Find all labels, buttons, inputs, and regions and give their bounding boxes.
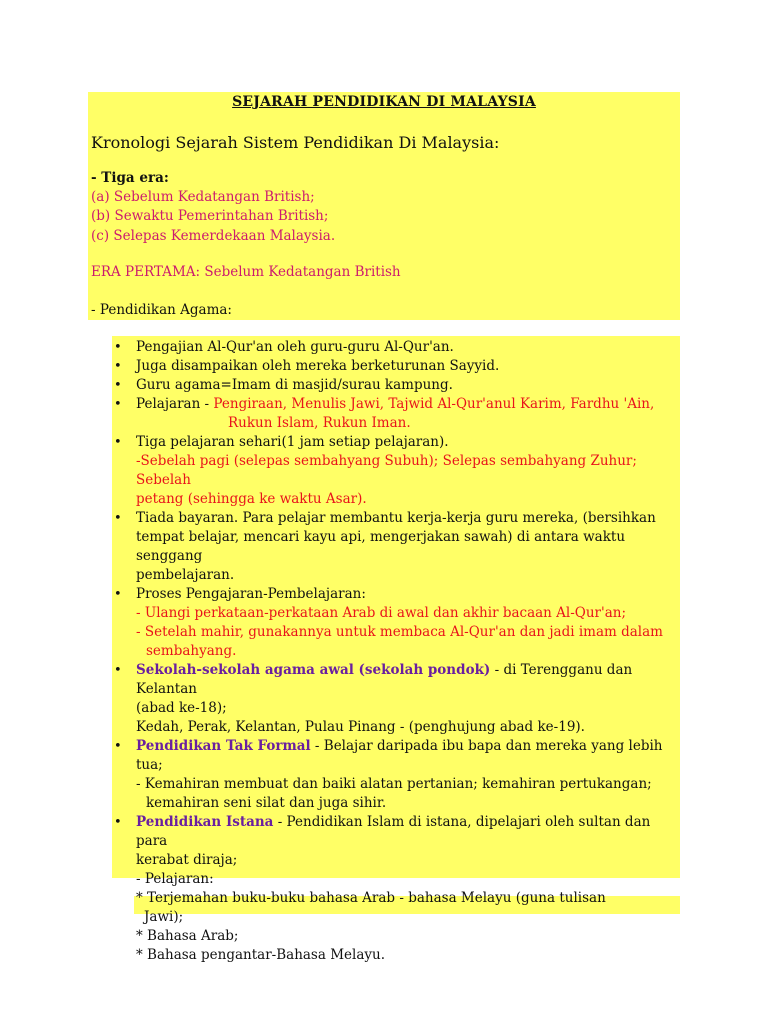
page-title: SEJARAH PENDIDIKAN DI MALAYSIA [232, 94, 536, 110]
bullet-icon: • [114, 511, 122, 526]
list-item [112, 661, 678, 737]
era-pertama-heading: ERA PERTAMA: Sebelum Kedatangan British [91, 264, 401, 280]
item-text: - Pendidikan Islam di istana, dipelajari oleh sultan dan para [136, 814, 651, 849]
item-text-red: - Ulangi perkataan-perkataan Arab di awal dan akhir bacaan Al-Qur'an; [136, 605, 626, 621]
list-item [112, 433, 678, 509]
item-text: - Pelajaran: [136, 871, 214, 887]
item-heading-purple: Sekolah-sekolah agama awal (sekolah pondok) [136, 662, 491, 678]
item-text: kerabat diraja; [136, 852, 238, 868]
bullet-icon: • [114, 815, 122, 830]
item-text: Tiga pelajaran sehari(1 jam setiap pelajaran). [136, 434, 449, 450]
item-text-red: -Sebelah pagi (selepas sembahyang Subuh); Selepas sembahyang Zuhur; Sebelah [136, 453, 637, 488]
item-text-red: Pengiraan, Menulis Jawi, Tajwid Al-Qur'anul Karim, Fardhu 'Ain, [213, 396, 655, 412]
item-text: kemahiran seni silat dan juga sihir. [146, 795, 387, 811]
highlight-block-top [88, 92, 680, 320]
item-text: - Belajar daripada ibu bapa dan mereka yang lebih tua; [136, 738, 663, 773]
item-heading-purple: Pendidikan Istana [136, 814, 274, 830]
item-text-red: - Setelah mahir, gunakannya untuk membaca Al-Qur'an dan jadi imam dalam [136, 624, 663, 640]
item-text: - di Terengganu dan Kelantan [136, 662, 633, 697]
item-text-red: Rukun Islam, Rukun Iman. [228, 415, 411, 431]
item-text: Pengajian Al-Qur'an oleh guru-guru Al-Qur'an. [136, 339, 454, 355]
subtitle: Kronologi Sejarah Sistem Pendidikan Di Malaysia: [91, 133, 500, 152]
bullet-icon: • [114, 397, 122, 412]
bullet-list [112, 338, 678, 965]
list-item [112, 338, 678, 357]
item-text: Pelajaran - [136, 396, 214, 412]
era-a: (a) Sebelum Kedatangan British; [91, 189, 315, 205]
item-text: * Bahasa pengantar-Bahasa Melayu. [136, 947, 385, 963]
item-text: (abad ke-18); [136, 700, 227, 716]
list-item [112, 357, 678, 376]
item-text: - Kemahiran membuat dan baiki alatan pertanian; kemahiran pertukangan; [136, 776, 652, 792]
item-text: Kedah, Perak, Kelantan, Pulau Pinang - (penghujung abad ke-19). [136, 719, 585, 735]
item-text: Tiada bayaran. Para pelajar membantu kerja-kerja guru mereka, (bersihkan [136, 510, 656, 526]
list-item [112, 395, 678, 433]
item-text-red: sembahyang. [146, 643, 237, 659]
bullet-icon: • [114, 587, 122, 602]
era-b: (b) Sewaktu Pemerintahan British; [91, 208, 329, 224]
item-text: * Bahasa Arab; [136, 928, 239, 944]
list-item [112, 509, 678, 585]
item-text: * Terjemahan buku-buku bahasa Arab - bahasa Melayu (guna tulisan [136, 890, 606, 906]
item-text: Jawi); [144, 909, 184, 925]
item-heading-purple: Pendidikan Tak Formal [136, 738, 311, 754]
item-text-red: petang (sehingga ke waktu Asar). [136, 491, 367, 507]
item-text: Guru agama=Imam di masjid/surau kampung. [136, 377, 453, 393]
item-text: Juga disampaikan oleh mereka berketurunan Sayyid. [136, 358, 500, 374]
bullet-icon: • [114, 378, 122, 393]
list-item [112, 585, 678, 661]
tiga-era-label: - Tiga era: [91, 170, 169, 186]
pendidikan-agama-label: - Pendidikan Agama: [91, 302, 232, 318]
item-text: pembelajaran. [136, 567, 235, 583]
bullet-icon: • [114, 663, 122, 678]
item-text: Proses Pengajaran-Pembelajaran: [136, 586, 366, 602]
era-c: (c) Selepas Kemerdekaan Malaysia. [91, 228, 336, 244]
list-item [112, 737, 678, 813]
bullet-icon: • [114, 739, 122, 754]
bullet-icon: • [114, 340, 122, 355]
list-item [112, 813, 678, 965]
bullet-icon: • [114, 435, 122, 450]
bullet-icon: • [114, 359, 122, 374]
item-text: tempat belajar, mencari kayu api, mengerjakan sawah) di antara waktu senggang [136, 529, 626, 564]
list-item [112, 376, 678, 395]
